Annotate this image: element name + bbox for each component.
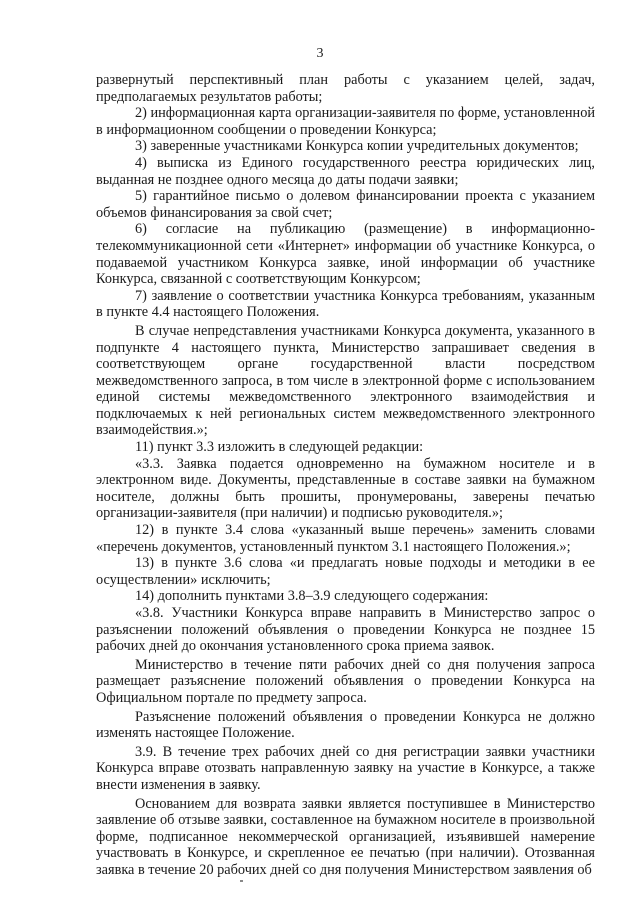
paragraph: «3.3. Заявка подается одновременно на бумажном носителе и в электронном виде. Документы, представленные в составе заявки на бумажном носителе, должны быть прошиты, пронумерованы, заверены печатью организации-заявителя (при наличии) и подписью руководителя.»; bbox=[96, 455, 595, 522]
document-body bbox=[96, 72, 595, 879]
paragraph: Министерство в течение пяти рабочих дней со дня получения запроса размещает разъяснение положений объявления о проведении Конкурса на Официальном портале по предмету запроса. bbox=[96, 656, 595, 706]
paragraph: 14) дополнить пунктами 3.8–3.9 следующего содержания: bbox=[135, 588, 489, 605]
paragraph: Основанием для возврата заявки является поступившее в Министерство заявление об отзыве заявки, составленное на бумажном носителе в произвольной форме, подписанное некоммерческой организацией, изъявившей намерение участвовать в Конкурсе, и скрепленное ее печатью (при наличии). Отозванная заявка в течение 20 рабочих дней со дня получения Министерством заявления об bbox=[96, 795, 595, 878]
scan-dot bbox=[240, 880, 243, 882]
paragraph: Разъяснение положений объявления о проведении Конкурса не должно изменять настоящее Положение. bbox=[96, 708, 595, 742]
paragraph: 4) выписка из Единого государственного реестра юридических лиц, выданная не позднее одного месяца до даты подачи заявки; bbox=[96, 154, 595, 188]
paragraph: 12) в пункте 3.4 слова «указанный выше перечень» заменить словами «перечень документов, установленный пунктом 3.1 настоящего Положения.»; bbox=[96, 522, 595, 555]
paragraph: 6) согласие на публикацию (размещение) в информационно-телекоммуникационной сети «Интернет» информации об участнике Конкурса, о подаваемой участником Конкурса заявке, иной информации об участнике Конкурса, связанной с соответствующим Конкурсом; bbox=[96, 221, 595, 288]
paragraph: 13) в пункте 3.6 слова «и предлагать новые подходы и методики в ее осуществлении» исключить; bbox=[96, 555, 595, 588]
paragraph: 11) пункт 3.3 изложить в следующей редакции: bbox=[135, 439, 424, 456]
paragraph: 3) заверенные участниками Конкурса копии учредительных документов; bbox=[135, 138, 579, 155]
paragraph: 5) гарантийное письмо о долевом финансировании проекта с указанием объемов финансирования за свой счет; bbox=[96, 188, 595, 221]
page-number: 3 bbox=[316, 46, 324, 61]
paragraph: 3.9. В течение трех рабочих дней со дня регистрации заявки участники Конкурса вправе отозвать направленную заявку на участие в Конкурсе, а также внести изменения в заявку. bbox=[96, 743, 595, 793]
paragraph: развернутый перспективный план работы с указанием целей, задач, предполагаемых результатов работы; bbox=[96, 72, 595, 105]
paragraph: В случае непредставления участниками Конкурса документа, указанного в подпункте 4 настоящего пункта, Министерство запрашивает сведения в соответствующем органе государственной власти посредством межведомственного запроса, в том числе в электронной форме с использованием единой системы межведомственного электронного взаимодействия и подключаемых к ней региональных систем межведомственного электронного взаимодействия.»; bbox=[96, 322, 595, 439]
paragraph: 2) информационная карта организации-заявителя по форме, установленной в информационном сообщении о проведении Конкурса; bbox=[96, 105, 595, 138]
paragraph: «3.8. Участники Конкурса вправе направить в Министерство запрос о разъяснении положений объявления о проведении Конкурса не позднее 15 рабочих дней до окончания установленного срока приема заявок. bbox=[96, 605, 595, 655]
paragraph: 7) заявление о соответствии участника Конкурса требованиям, указанным в пункте 4.4 настоящего Положения. bbox=[96, 287, 595, 321]
